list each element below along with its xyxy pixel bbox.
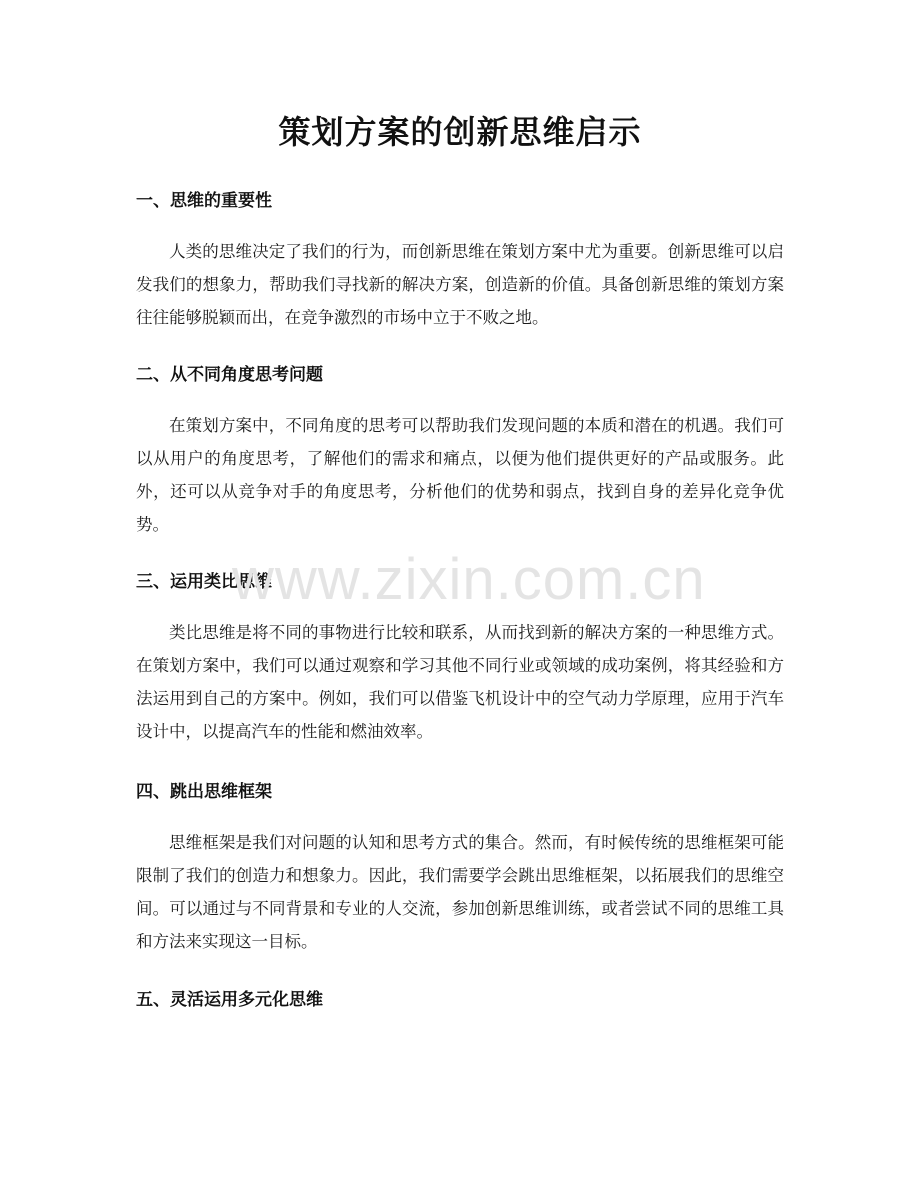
- section-4: [136, 779, 784, 958]
- section-paragraph: 在策划方案中，不同角度的思考可以帮助我们发现问题的本质和潜在的机遇。我们可以从用户的角度思考，了解他们的需求和痛点，以便为他们提供更好的产品或服务。此外，还可以从竞争对手的角度思考，分析他们的优势和弱点，找到自身的差异化竞争优势。: [136, 416, 784, 534]
- section-5: [136, 987, 784, 1013]
- section-1: [136, 188, 784, 334]
- section-heading: 五、灵活运用多元化思维: [136, 990, 323, 1010]
- section-paragraph: 人类的思维决定了我们的行为，而创新思维在策划方案中尤为重要。创新思维可以启发我们的想象力，帮助我们寻找新的解决方案，创造新的价值。具备创新思维的策划方案往往能够脱颖而出，在竞争激烈的市场中立于不败之地。: [136, 242, 784, 327]
- section-paragraph: 思维框架是我们对问题的认知和思考方式的集合。然而，有时候传统的思维框架可能限制了我们的创造力和想象力。因此，我们需要学会跳出思维框架，以拓展我们的思维空间。可以通过与不同背景和专业的人交流，参加创新思维训练，或者尝试不同的思维工具和方法来实现这一目标。: [136, 833, 784, 951]
- section-2: [136, 362, 784, 541]
- section-paragraph: 类比思维是将不同的事物进行比较和联系，从而找到新的解决方案的一种思维方式。在策划方案中，我们可以通过观察和学习其他不同行业或领域的成功案例，将其经验和方法运用到自己的方案中。例如，我们可以借鉴飞机设计中的空气动力学原理，应用于汽车设计中，以提高汽车的性能和燃油效率。: [136, 623, 784, 741]
- section-heading: 一、思维的重要性: [136, 191, 272, 211]
- section-3: [136, 569, 784, 748]
- section-heading: 四、跳出思维框架: [136, 782, 272, 802]
- section-heading: 二、从不同角度思考问题: [136, 365, 323, 385]
- section-heading: 三、运用类比思维: [136, 572, 272, 592]
- watermark: www.zixin.com.cn: [232, 547, 706, 612]
- document-title: 策划方案的创新思维启示: [278, 113, 642, 151]
